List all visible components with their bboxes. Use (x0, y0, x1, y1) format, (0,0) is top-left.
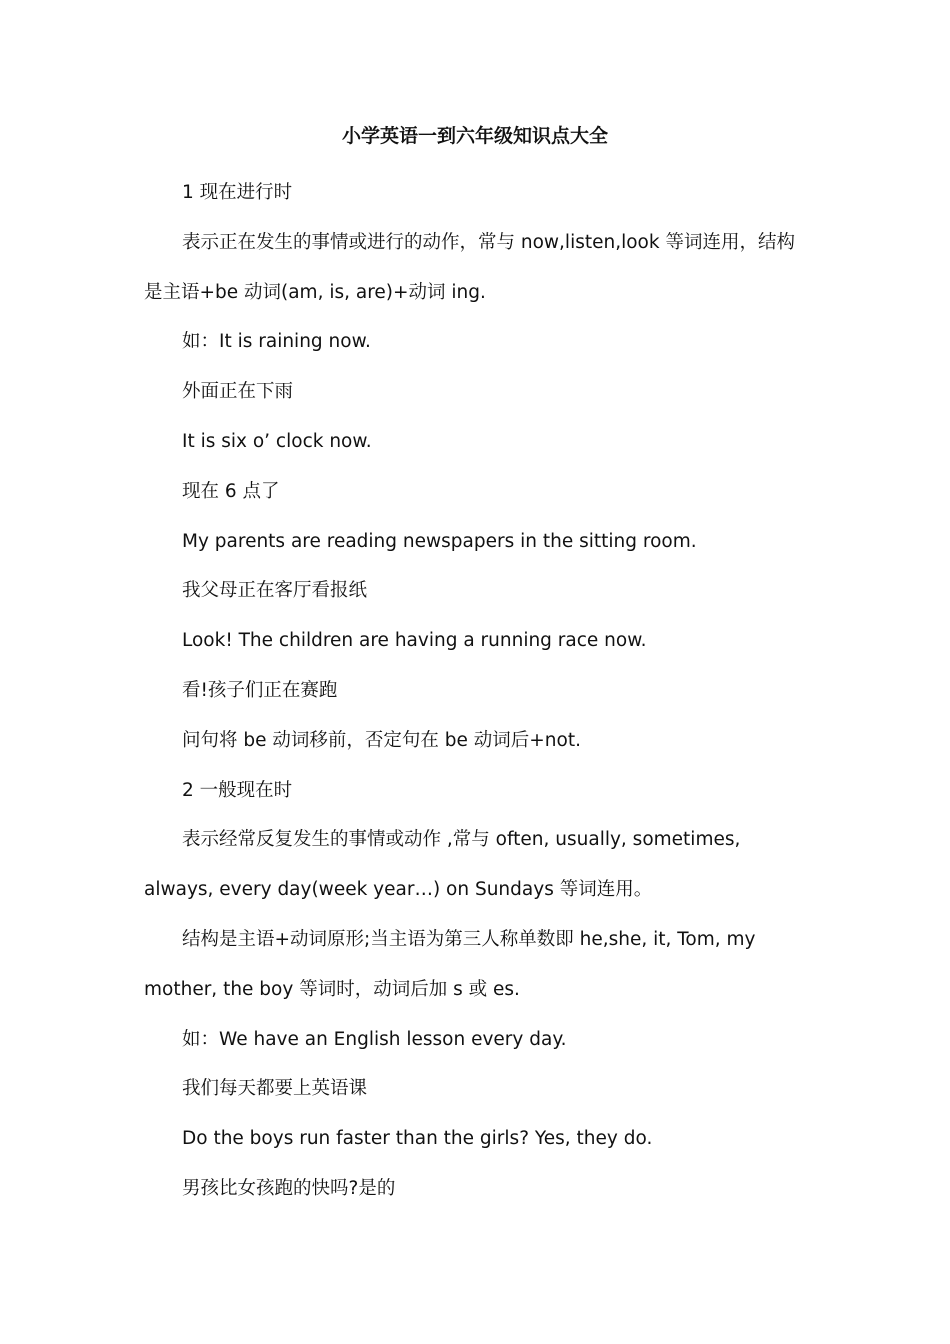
paragraph: 结构是主语+动词原形;当主语为第三人称单数即 he,she, it, Tom, my mother, the boy 等词时，动词后加 s 或 es. (144, 928, 756, 1000)
example-sentence: 如：We have an English lesson every day. (182, 1028, 567, 1050)
example-sentence: It is six o’ clock now. (182, 430, 372, 452)
example-translation: 外面正在下雨 (182, 381, 294, 403)
example-translation: 看!孩子们正在赛跑 (182, 679, 338, 701)
section-heading-present-continuous: 1 现在进行时 (182, 182, 293, 203)
example-translation: 男孩比女孩跑的快吗?是的 (182, 1177, 396, 1199)
page-title: 小学英语一到六年级知识点大全 (341, 125, 608, 147)
example-sentence: 如：It is raining now. (182, 331, 371, 353)
document-body (144, 168, 812, 1214)
example-sentence: Look! The children are having a running race now. (182, 630, 647, 652)
section-heading-simple-present: 2 一般现在时 (182, 779, 293, 801)
paragraph: 问句将 be 动词移前，否定句在 be 动词后+not. (182, 729, 581, 751)
example-translation: 我父母正在客厅看报纸 (182, 580, 368, 602)
paragraph: 表示经常反复发生的事情或动作 ,常与 often, usually, sometimes, always, every day(week year…) on Sundays 等词连用。 (144, 829, 741, 901)
example-translation: 现在 6 点了 (182, 480, 280, 502)
example-translation: 我们每天都要上英语课 (182, 1078, 368, 1100)
example-sentence: Do the boys run faster than the girls? Yes, they do. (182, 1128, 653, 1150)
paragraph: 表示正在发生的事情或进行的动作，常与 now,listen,look 等词连用，结构是主语+be 动词(am, is, are)+动词 ing. (144, 231, 795, 303)
example-sentence: My parents are reading newspapers in the sitting room. (182, 530, 697, 552)
